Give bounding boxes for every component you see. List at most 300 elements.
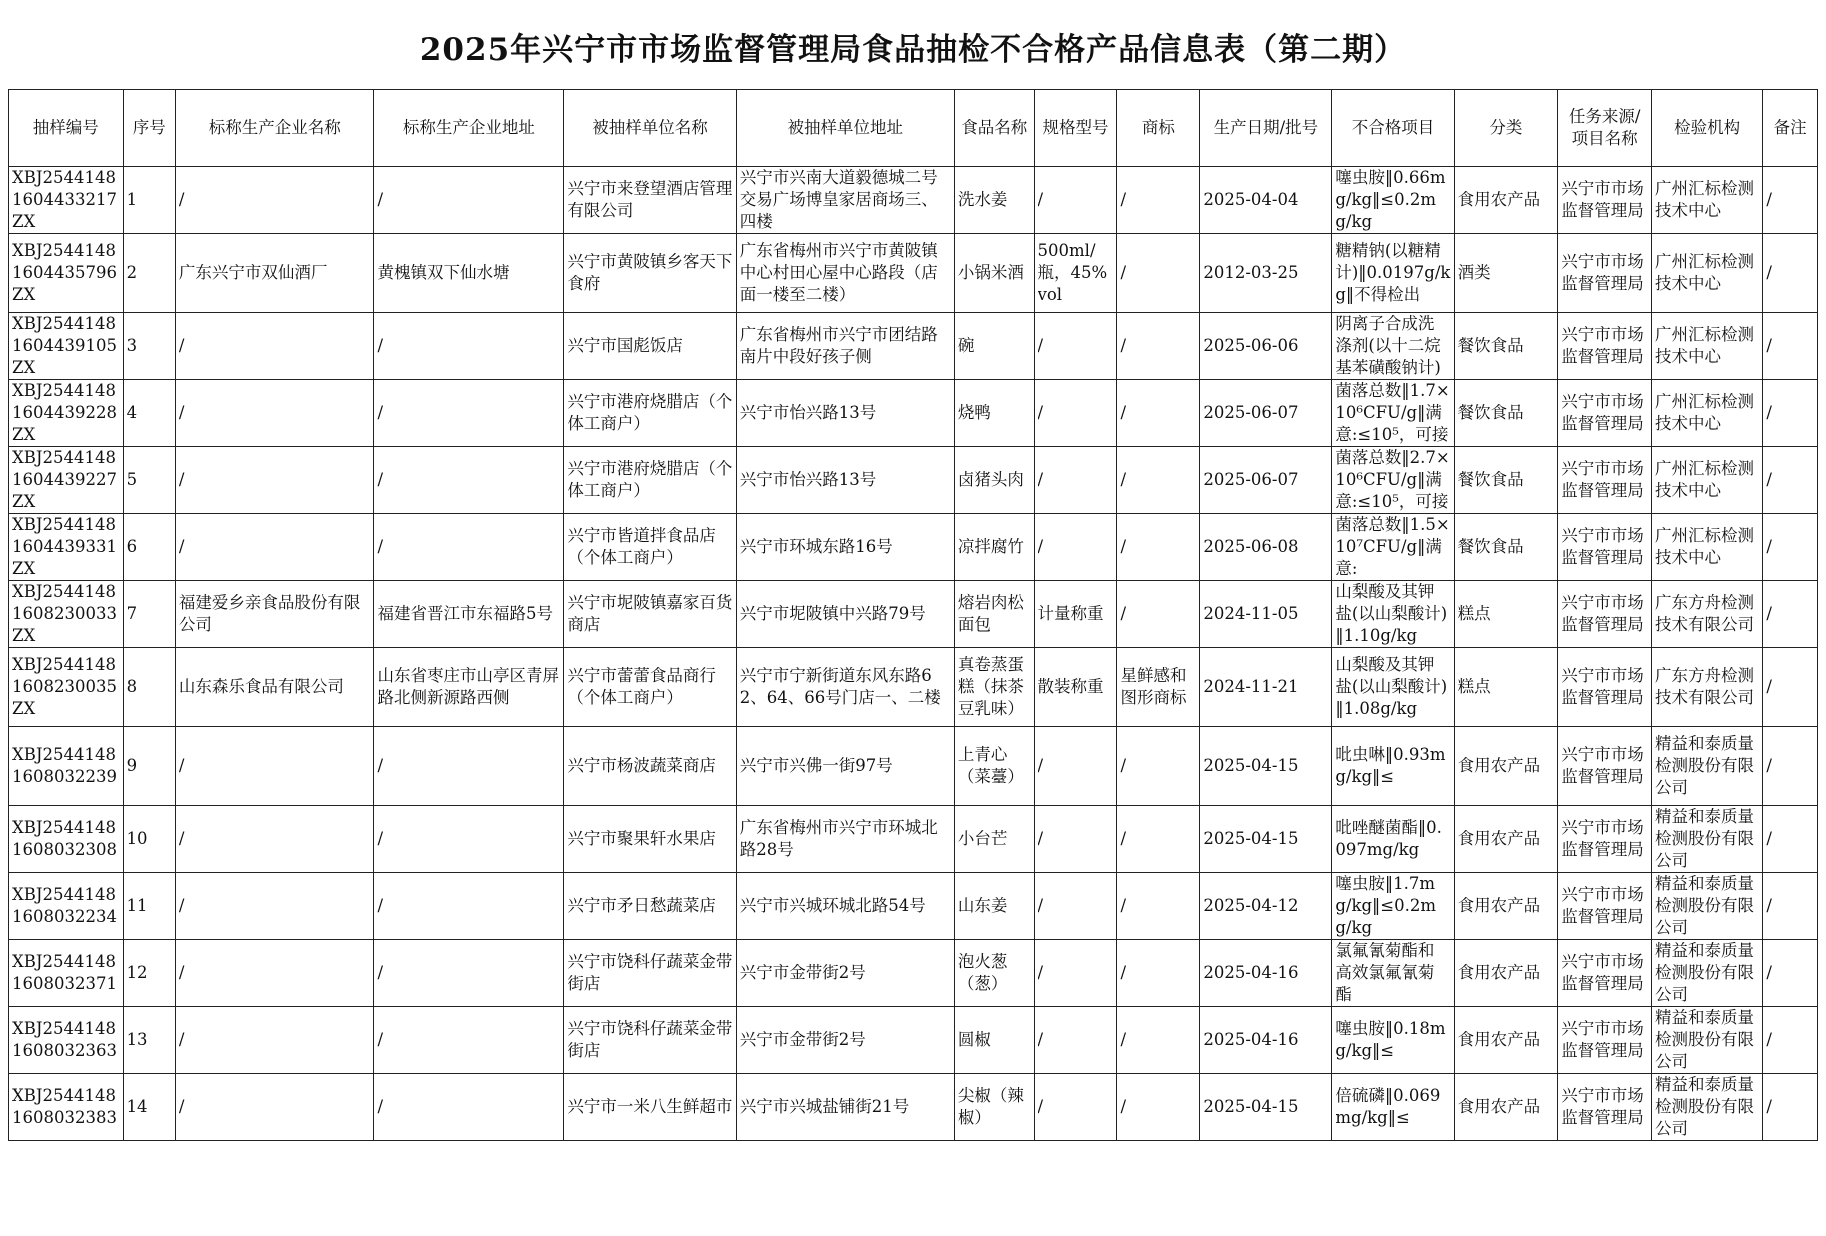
cell-text: XBJ2544148160803223​9 (12, 745, 117, 786)
cell-text: / (1037, 963, 1044, 982)
cell-text: / (1766, 829, 1772, 848)
cell-text: / (377, 1097, 384, 1116)
cell-text: / (178, 336, 185, 355)
cell-row-number (123, 313, 175, 380)
cell-producer-address (374, 727, 564, 806)
cell-text: / (1120, 470, 1127, 489)
cell-row-number (123, 581, 175, 648)
cell-text: 碗 (957, 336, 975, 355)
cell-testing-institution (1652, 447, 1763, 514)
cell-specification (1034, 380, 1117, 447)
cell-producer-address (374, 648, 564, 727)
cell-text: 精益和泰质量检测股份有限公司 (1655, 1075, 1755, 1138)
cell-text: / (1766, 896, 1772, 915)
cell-text: 餐饮食品 (1457, 470, 1524, 489)
cell-text: 2025-06-07 (1203, 470, 1299, 489)
cell-text: 广东省梅州市兴宁市环城北路28号 (739, 818, 938, 859)
cell-trademark (1117, 940, 1200, 1007)
cell-text: / (377, 1030, 384, 1049)
column-header: 任务来源/项目名称 (1558, 90, 1652, 167)
cell-text: 散装称重 (1037, 677, 1104, 696)
cell-category (1454, 447, 1558, 514)
cell-text: / (377, 403, 384, 422)
cell-sampled-unit-address (736, 727, 954, 806)
cell-task-source (1558, 234, 1652, 313)
cell-specification (1034, 873, 1117, 940)
cell-text: / (1037, 336, 1044, 355)
table-row (9, 313, 1818, 380)
cell-text: 兴宁市矛日愁蔬菜店 (567, 896, 716, 915)
cell-testing-institution (1652, 514, 1763, 581)
cell-sampled-unit-address (736, 447, 954, 514)
cell-text: 2012-03-25 (1203, 263, 1299, 282)
cell-text: 10 (126, 829, 148, 848)
cell-row-number (123, 727, 175, 806)
cell-sampled-unit-name (564, 447, 736, 514)
cell-remarks (1763, 234, 1818, 313)
cell-failed-item (1332, 447, 1454, 514)
cell-task-source (1558, 806, 1652, 873)
cell-text: 兴宁市市场监督管理局 (1561, 392, 1644, 433)
cell-text: / (1120, 829, 1127, 848)
cell-trademark (1117, 581, 1200, 648)
cell-text: 真卷蒸蛋糕（抹茶豆乳味） (957, 655, 1024, 718)
cell-text: 山东森乐食品有限公司 (178, 677, 344, 696)
cell-trademark (1117, 514, 1200, 581)
cell-producer-address (374, 514, 564, 581)
cell-text: 小锅米酒 (957, 263, 1024, 282)
cell-specification (1034, 447, 1117, 514)
cell-text: / (1766, 263, 1772, 282)
cell-producer-address (374, 1074, 564, 1141)
cell-category (1454, 1074, 1558, 1141)
cell-failed-item (1332, 313, 1454, 380)
cell-text: / (377, 896, 384, 915)
cell-remarks (1763, 940, 1818, 1007)
cell-sampled-unit-address (736, 648, 954, 727)
cell-text: 兴宁市市场监督管理局 (1561, 252, 1644, 293)
cell-text: 兴宁市兴南大道毅德城二号交易广场博皇家居商场三、四楼 (739, 168, 938, 231)
cell-text: 兴宁市市场监督管理局 (1561, 1019, 1644, 1060)
cell-text: / (1766, 403, 1772, 422)
cell-text: 倍硫磷‖0.069mg/kg‖≤ (1335, 1086, 1441, 1127)
cell-text: 山东姜 (957, 896, 1008, 915)
cell-specification (1034, 234, 1117, 313)
cell-trademark (1117, 1007, 1200, 1074)
cell-production-date (1200, 313, 1332, 380)
cell-text: 兴宁市港府烧腊店（个体工商户） (567, 392, 733, 433)
cell-category (1454, 806, 1558, 873)
cell-text: 吡唑醚菌酯‖0.097mg/kg (1335, 818, 1442, 859)
cell-text: 2 (126, 263, 138, 282)
cell-food-name (954, 940, 1034, 1007)
cell-failed-item (1332, 806, 1454, 873)
cell-text: 兴宁市金带街2号 (739, 1030, 866, 1049)
cell-task-source (1558, 940, 1652, 1007)
cell-text: 兴宁市怡兴路13号 (739, 470, 877, 489)
cell-text: 广州汇标检测技术中心 (1655, 252, 1755, 293)
cell-specification (1034, 1074, 1117, 1141)
cell-testing-institution (1652, 1074, 1763, 1141)
cell-food-name (954, 727, 1034, 806)
cell-category (1454, 727, 1558, 806)
cell-text: 尖椒（辣椒） (957, 1086, 1024, 1127)
cell-text: / (377, 756, 384, 775)
cell-text: 兴宁市兴城环城北路54号 (739, 896, 926, 915)
page-title: 2025年兴宁市市场监督管理局食品抽检不合格产品信息表（第二期） (419, 32, 1407, 68)
cell-text: 兴宁市坭陂镇中兴路79号 (739, 604, 926, 623)
cell-sample-id (9, 234, 124, 313)
cell-text: / (178, 403, 185, 422)
cell-text: / (178, 1097, 185, 1116)
cell-text: 兴宁市兴佛一街97号 (739, 756, 893, 775)
cell-remarks (1763, 447, 1818, 514)
cell-row-number (123, 806, 175, 873)
cell-production-date (1200, 380, 1332, 447)
cell-text: 餐饮食品 (1457, 537, 1524, 556)
cell-text: 2025-04-12 (1203, 896, 1299, 915)
cell-task-source (1558, 1007, 1652, 1074)
cell-remarks (1763, 581, 1818, 648)
cell-production-date (1200, 648, 1332, 727)
cell-task-source (1558, 313, 1652, 380)
cell-task-source (1558, 727, 1652, 806)
cell-task-source (1558, 380, 1652, 447)
cell-production-date (1200, 940, 1332, 1007)
cell-text: 5 (126, 470, 138, 489)
cell-text: / (1037, 190, 1044, 209)
cell-food-name (954, 313, 1034, 380)
cell-text: 噻虫胺‖1.7mg/kg‖≤0.2mg/kg (1335, 874, 1437, 937)
cell-trademark (1117, 727, 1200, 806)
cell-text: 广州汇标检测技术中心 (1655, 526, 1755, 567)
cell-testing-institution (1652, 873, 1763, 940)
cell-text: XBJ25441481604439331ZX (12, 515, 117, 578)
column-header: 标称生产企业名称 (175, 90, 374, 167)
cell-producer-name (175, 234, 374, 313)
cell-task-source (1558, 447, 1652, 514)
cell-text: 兴宁市聚果轩水果店 (567, 829, 716, 848)
cell-trademark (1117, 873, 1200, 940)
cell-text: / (1766, 336, 1772, 355)
cell-failed-item (1332, 514, 1454, 581)
column-header: 食品名称 (954, 90, 1034, 167)
column-header: 生产日期/批号 (1200, 90, 1332, 167)
cell-text: 精益和泰质量检测股份有限公司 (1655, 807, 1755, 870)
cell-text: 兴宁市市场监督管理局 (1561, 179, 1644, 220)
cell-sampled-unit-address (736, 1007, 954, 1074)
cell-row-number (123, 447, 175, 514)
cell-text: 兴宁市黄陂镇乡客天下食府 (567, 252, 733, 293)
cell-text: / (377, 537, 384, 556)
table-row (9, 648, 1818, 727)
column-header: 商标 (1117, 90, 1200, 167)
cell-text: 广东省梅州市兴宁市黄陂镇中心村田心屋中心路段（店面一楼至二楼） (739, 241, 938, 304)
cell-trademark (1117, 806, 1200, 873)
cell-text: 精益和泰质量检测股份有限公司 (1655, 874, 1755, 937)
cell-food-name (954, 514, 1034, 581)
cell-production-date (1200, 1074, 1332, 1141)
cell-producer-address (374, 873, 564, 940)
cell-sampled-unit-name (564, 234, 736, 313)
cell-text: 山东省枣庄市山亭区青屏路北侧新源路西侧 (377, 666, 559, 707)
cell-row-number (123, 234, 175, 313)
cell-sample-id (9, 1007, 124, 1074)
cell-text: / (178, 756, 185, 775)
cell-row-number (123, 167, 175, 234)
cell-producer-name (175, 648, 374, 727)
cell-text: 糖精钠(以糖精计)‖0.0197g/kg‖不得检出 (1335, 241, 1451, 304)
cell-text: / (377, 470, 384, 489)
cell-text: 食用农产品 (1457, 190, 1541, 209)
cell-text: XBJ25441481608230035ZX (12, 655, 117, 718)
cell-text: 食用农产品 (1457, 1097, 1541, 1116)
cell-text: 菌落总数‖2.7×10⁶CFU/g‖满意:≤10⁵，可接 (1335, 448, 1450, 511)
cell-row-number (123, 873, 175, 940)
cell-failed-item (1332, 1007, 1454, 1074)
cell-production-date (1200, 234, 1332, 313)
column-header: 检验机构 (1652, 90, 1763, 167)
cell-text: / (1120, 190, 1127, 209)
cell-testing-institution (1652, 648, 1763, 727)
cell-text: 兴宁市怡兴路13号 (739, 403, 877, 422)
cell-text: 兴宁市杨波蔬菜商店 (567, 756, 716, 775)
table-row (9, 514, 1818, 581)
cell-food-name (954, 447, 1034, 514)
cell-text: / (377, 829, 384, 848)
cell-text: 糕点 (1457, 677, 1491, 696)
cell-sampled-unit-address (736, 1074, 954, 1141)
cell-text: 精益和泰质量检测股份有限公司 (1655, 734, 1755, 797)
cell-text: 噻虫胺‖0.66mg/kg‖≤0.2mg/kg (1335, 168, 1446, 231)
cell-category (1454, 380, 1558, 447)
cell-task-source (1558, 167, 1652, 234)
cell-text: 3 (126, 336, 138, 355)
cell-text: XBJ25441481608230033ZX (12, 582, 117, 645)
cell-text: / (1037, 896, 1044, 915)
column-header: 抽样编号 (9, 90, 124, 167)
inspection-table (8, 89, 1818, 1141)
cell-food-name (954, 167, 1034, 234)
cell-text: / (377, 190, 384, 209)
cell-sampled-unit-address (736, 806, 954, 873)
cell-text: XBJ25441481608032234 (12, 885, 117, 926)
cell-text: 2024-11-05 (1203, 604, 1299, 623)
cell-text: 兴宁市港府烧腊店（个体工商户） (567, 459, 733, 500)
cell-text: / (1120, 263, 1127, 282)
cell-specification (1034, 313, 1117, 380)
cell-text: 12 (126, 963, 148, 982)
cell-text: 食用农产品 (1457, 829, 1541, 848)
cell-testing-institution (1652, 234, 1763, 313)
cell-text: 凉拌腐竹 (957, 537, 1024, 556)
cell-sample-id (9, 167, 124, 234)
cell-text: 福建省晋江市东福路5号 (377, 604, 553, 623)
cell-text: XBJ25441481608032383 (12, 1086, 117, 1127)
cell-text: XBJ25441481604439228ZX (12, 381, 117, 444)
column-header: 序号 (123, 90, 175, 167)
table-row (9, 234, 1818, 313)
cell-text: / (178, 963, 185, 982)
cell-text: 2025-06-08 (1203, 537, 1299, 556)
cell-text: 兴宁市来登望酒店管理有限公司 (567, 179, 733, 220)
cell-production-date (1200, 514, 1332, 581)
cell-text: 餐饮食品 (1457, 403, 1524, 422)
cell-specification (1034, 648, 1117, 727)
cell-text: 兴宁市饶科仔蔬菜金带街店 (567, 952, 733, 993)
cell-text: 4 (126, 403, 138, 422)
cell-text: / (178, 1030, 185, 1049)
cell-producer-address (374, 380, 564, 447)
cell-text: 2024-11-21 (1203, 677, 1299, 696)
cell-text: / (1120, 403, 1127, 422)
cell-text: / (178, 829, 185, 848)
cell-trademark (1117, 167, 1200, 234)
cell-text: 2025-06-07 (1203, 403, 1299, 422)
cell-sampled-unit-name (564, 380, 736, 447)
cell-text: / (1120, 1097, 1127, 1116)
cell-failed-item (1332, 380, 1454, 447)
cell-food-name (954, 648, 1034, 727)
column-header: 被抽样单位地址 (736, 90, 954, 167)
cell-producer-address (374, 447, 564, 514)
cell-text: 圆椒 (957, 1030, 991, 1049)
cell-text: 广州汇标检测技术中心 (1655, 392, 1755, 433)
cell-text: / (1120, 963, 1127, 982)
cell-text: / (1037, 829, 1044, 848)
cell-production-date (1200, 447, 1332, 514)
cell-row-number (123, 648, 175, 727)
cell-text: 兴宁市坭陂镇嘉家百货商店 (567, 593, 733, 634)
cell-specification (1034, 514, 1117, 581)
cell-text: / (1766, 1097, 1772, 1116)
cell-text: 噻虫胺‖0.18mg/kg‖≤ (1335, 1019, 1446, 1060)
cell-remarks (1763, 806, 1818, 873)
cell-text: 卤猪头肉 (957, 470, 1024, 489)
cell-producer-name (175, 380, 374, 447)
cell-remarks (1763, 1007, 1818, 1074)
cell-failed-item (1332, 940, 1454, 1007)
cell-text: XBJ25441481608032308 (12, 818, 117, 859)
cell-category (1454, 581, 1558, 648)
cell-text: 阴离子合成洗涤剂(以十二烷基苯磺酸钠计) (1335, 314, 1441, 377)
column-header: 备注 (1763, 90, 1818, 167)
cell-text: 泡火葱（葱） (957, 952, 1008, 993)
cell-text: 14 (126, 1097, 148, 1116)
cell-text: XBJ25441481604435796ZX (12, 241, 117, 304)
cell-producer-name (175, 806, 374, 873)
cell-producer-name (175, 313, 374, 380)
cell-text: / (178, 896, 185, 915)
cell-failed-item (1332, 727, 1454, 806)
cell-row-number (123, 514, 175, 581)
column-header: 被抽样单位名称 (564, 90, 736, 167)
cell-text: 广州汇标检测技术中心 (1655, 459, 1755, 500)
cell-category (1454, 167, 1558, 234)
cell-sampled-unit-address (736, 234, 954, 313)
cell-row-number (123, 940, 175, 1007)
cell-specification (1034, 940, 1117, 1007)
cell-category (1454, 1007, 1558, 1074)
cell-text: / (1037, 403, 1044, 422)
cell-production-date (1200, 1007, 1332, 1074)
cell-text: 兴宁市市场监督管理局 (1561, 1086, 1644, 1127)
cell-text: 烧鸭 (957, 403, 991, 422)
cell-text: 餐饮食品 (1457, 336, 1524, 355)
cell-text: / (1766, 756, 1772, 775)
cell-row-number (123, 1074, 175, 1141)
cell-text: 酒类 (1457, 263, 1491, 282)
cell-text: 1 (126, 190, 138, 209)
cell-text: 7 (126, 604, 138, 623)
cell-sampled-unit-name (564, 940, 736, 1007)
cell-producer-name (175, 447, 374, 514)
cell-text: / (1766, 963, 1772, 982)
cell-category (1454, 940, 1558, 1007)
cell-text: 兴宁市皆道拌食品店（个体工商户） (567, 526, 716, 567)
cell-text: 计量称重 (1037, 604, 1104, 623)
cell-sampled-unit-address (736, 873, 954, 940)
cell-text: 广州汇标检测技术中心 (1655, 325, 1755, 366)
cell-testing-institution (1652, 313, 1763, 380)
cell-trademark (1117, 380, 1200, 447)
cell-producer-address (374, 234, 564, 313)
cell-text: 兴宁市市场监督管理局 (1561, 325, 1644, 366)
cell-text: 洗水姜 (957, 190, 1008, 209)
cell-sampled-unit-name (564, 1007, 736, 1074)
cell-producer-name (175, 1007, 374, 1074)
cell-text: 6 (126, 537, 138, 556)
cell-text: / (1037, 1030, 1044, 1049)
header-row (9, 90, 1818, 167)
cell-text: 兴宁市市场监督管理局 (1561, 459, 1644, 500)
cell-sampled-unit-address (736, 167, 954, 234)
cell-text: XBJ25441481608032371 (12, 952, 117, 993)
table-row (9, 1074, 1818, 1141)
cell-text: 8 (126, 677, 138, 696)
cell-producer-name (175, 514, 374, 581)
cell-text: 精益和泰质量检测股份有限公司 (1655, 941, 1755, 1004)
cell-sampled-unit-name (564, 514, 736, 581)
cell-producer-address (374, 806, 564, 873)
cell-sample-id (9, 873, 124, 940)
cell-category (1454, 313, 1558, 380)
cell-production-date (1200, 167, 1332, 234)
cell-category (1454, 648, 1558, 727)
cell-failed-item (1332, 648, 1454, 727)
cell-text: 2025-04-15 (1203, 756, 1299, 775)
cell-sampled-unit-name (564, 648, 736, 727)
cell-production-date (1200, 727, 1332, 806)
cell-food-name (954, 1074, 1034, 1141)
cell-sampled-unit-name (564, 313, 736, 380)
cell-sample-id (9, 313, 124, 380)
cell-failed-item (1332, 581, 1454, 648)
cell-text: / (377, 336, 384, 355)
cell-specification (1034, 727, 1117, 806)
cell-text: 小台芒 (957, 829, 1008, 848)
cell-text: 兴宁市市场监督管理局 (1561, 745, 1644, 786)
cell-text: 福建爱乡亲食品股份有限公司 (178, 593, 361, 634)
cell-row-number (123, 380, 175, 447)
cell-text: 兴宁市市场监督管理局 (1561, 885, 1644, 926)
table-row (9, 806, 1818, 873)
cell-sample-id (9, 447, 124, 514)
cell-text: 2025-04-15 (1203, 1097, 1299, 1116)
column-header: 不合格项目 (1332, 90, 1454, 167)
cell-text: / (1120, 604, 1127, 623)
table-row (9, 940, 1818, 1007)
